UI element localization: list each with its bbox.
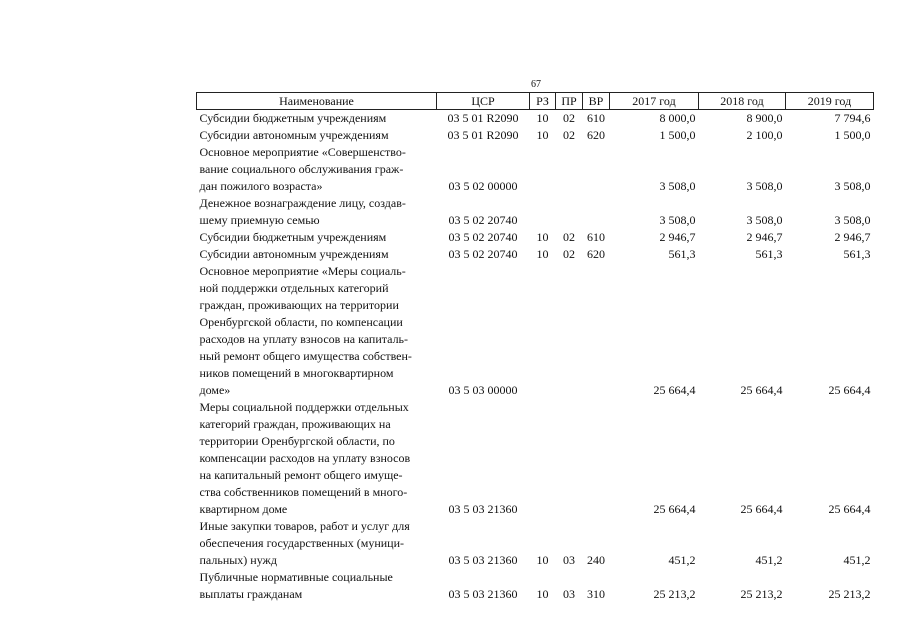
page-number: 67	[531, 79, 541, 90]
header-pr: ПР	[556, 93, 583, 110]
row-vr: 610	[587, 230, 605, 244]
row-pr: 03	[563, 553, 575, 567]
row-2017: 8 000,0	[659, 111, 696, 125]
row-rz	[530, 144, 556, 195]
row-csr: 03 5 02 20740	[448, 247, 518, 261]
row-csr: 03 5 02 00000	[448, 179, 518, 193]
table-header	[197, 93, 874, 110]
table-row	[197, 399, 874, 518]
row-name: Основное мероприятие «Меры социаль- ной поддержки отдельных категорий граждан, проживающих на территории Оренбургской области, по компенсации расходов на уплату взносов на капиталь- ный ремонт общего имущества собствен- ников помещений в многоквартирном доме»	[199, 264, 412, 397]
row-2019: 25 213,2	[828, 587, 871, 601]
row-pr: 02	[563, 111, 575, 125]
budget-table	[196, 92, 874, 603]
row-vr: 610	[587, 111, 605, 125]
row-2018: 2 100,0	[746, 128, 783, 142]
table-row	[197, 110, 874, 128]
row-pr	[556, 195, 583, 229]
row-csr: 03 5 03 21360	[448, 587, 518, 601]
row-pr	[556, 263, 583, 399]
row-2017: 2 946,7	[659, 230, 696, 244]
row-2017: 3 508,0	[659, 213, 696, 227]
row-rz	[530, 195, 556, 229]
table-row	[197, 195, 874, 229]
row-name: Иные закупки товаров, работ и услуг для обеспечения государственных (муници- пальных) нужд	[199, 519, 410, 567]
row-name: Меры социальной поддержки отдельных категорий граждан, проживающих на территории Оренбургской области, по компенсации расходов на уплату взносов на капитальный ремонт общего имуще- ства собственников помещений в много- квартирном доме	[199, 400, 411, 516]
table-row	[197, 518, 874, 569]
row-2018: 25 213,2	[740, 587, 783, 601]
row-name: Субсидии автономным учреждениям	[199, 247, 389, 261]
row-name: Субсидии автономным учреждениям	[199, 128, 389, 142]
row-csr: 03 5 03 00000	[448, 383, 518, 397]
row-2019: 561,3	[843, 247, 871, 261]
row-rz: 10	[536, 587, 549, 601]
row-csr: 03 5 03 21360	[448, 502, 518, 516]
row-name: Субсидии бюджетным учреждениям	[199, 230, 387, 244]
row-2018: 8 900,0	[746, 111, 783, 125]
row-pr: 03	[563, 587, 575, 601]
row-vr	[583, 195, 610, 229]
table-row	[197, 246, 874, 263]
row-2019: 25 664,4	[828, 502, 871, 516]
table-body	[197, 110, 874, 604]
row-vr: 240	[587, 553, 605, 567]
row-vr: 620	[587, 128, 605, 142]
row-rz: 10	[536, 230, 549, 244]
row-2017: 25 664,4	[653, 383, 696, 397]
row-csr: 03 5 02 20740	[448, 213, 518, 227]
row-pr: 02	[563, 247, 575, 261]
row-name: Субсидии бюджетным учреждениям	[199, 111, 387, 125]
row-csr: 03 5 01 R2090	[447, 128, 519, 142]
row-vr: 620	[587, 247, 605, 261]
header-2019: 2019 год	[786, 93, 874, 110]
row-csr: 03 5 01 R2090	[447, 111, 519, 125]
row-vr	[583, 399, 610, 518]
row-vr: 310	[587, 587, 605, 601]
header-csr: ЦСР	[437, 93, 530, 110]
row-2018: 3 508,0	[746, 179, 783, 193]
row-2019: 3 508,0	[834, 213, 871, 227]
row-2017: 561,3	[668, 247, 696, 261]
row-2019: 451,2	[843, 553, 871, 567]
header-rz: РЗ	[530, 93, 556, 110]
row-2019: 3 508,0	[834, 179, 871, 193]
row-2018: 561,3	[755, 247, 783, 261]
row-csr: 03 5 02 20740	[448, 230, 518, 244]
table-row	[197, 127, 874, 144]
row-name: Публичные нормативные социальные выплаты гражданам	[199, 570, 393, 601]
row-2019: 7 794,6	[834, 111, 871, 125]
row-2018: 25 664,4	[740, 383, 783, 397]
row-2017: 25 664,4	[653, 502, 696, 516]
row-pr	[556, 144, 583, 195]
row-name: Денежное вознаграждение лицу, создав- шему приемную семью	[199, 196, 406, 227]
table-row	[197, 144, 874, 195]
row-pr	[556, 399, 583, 518]
table-row	[197, 229, 874, 246]
row-pr: 02	[563, 230, 575, 244]
row-2017: 451,2	[668, 553, 696, 567]
header-2017: 2017 год	[610, 93, 699, 110]
row-2019: 25 664,4	[828, 383, 871, 397]
row-rz: 10	[536, 247, 549, 261]
row-2017: 25 213,2	[653, 587, 696, 601]
row-pr: 02	[563, 128, 575, 142]
row-2018: 451,2	[755, 553, 783, 567]
row-rz: 10	[536, 553, 549, 567]
header-vr: ВР	[583, 93, 610, 110]
row-csr: 03 5 03 21360	[448, 553, 518, 567]
table-row	[197, 569, 874, 603]
row-rz: 10	[536, 128, 549, 142]
row-rz: 10	[536, 111, 549, 125]
row-2017: 3 508,0	[659, 179, 696, 193]
row-name: Основное мероприятие «Совершенство- вание социального обслуживания граж- дан пожилого возраста»	[199, 145, 406, 193]
row-vr	[583, 144, 610, 195]
row-rz	[530, 263, 556, 399]
header-name: Наименование	[197, 93, 437, 110]
row-2019: 2 946,7	[834, 230, 871, 244]
row-2018: 25 664,4	[740, 502, 783, 516]
row-rz	[530, 399, 556, 518]
row-2018: 3 508,0	[746, 213, 783, 227]
table-row	[197, 263, 874, 399]
row-vr	[583, 263, 610, 399]
row-2018: 2 946,7	[746, 230, 783, 244]
header-2018: 2018 год	[699, 93, 786, 110]
row-2019: 1 500,0	[834, 128, 871, 142]
row-2017: 1 500,0	[659, 128, 696, 142]
